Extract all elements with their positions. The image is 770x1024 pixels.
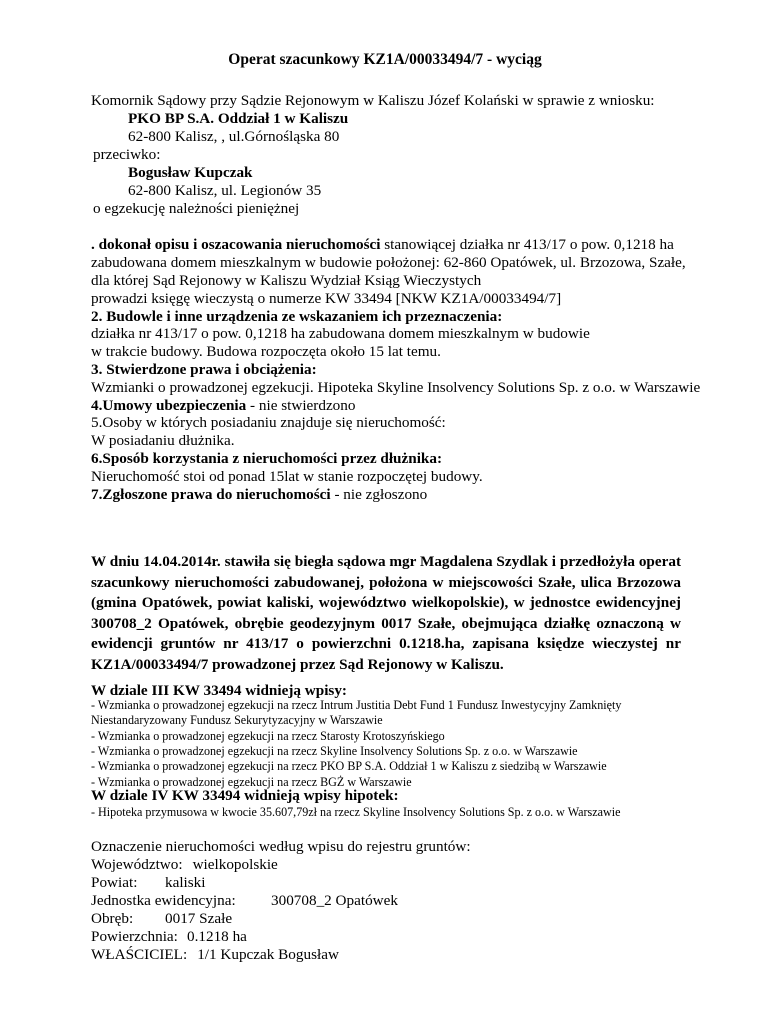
- dzial3-item: Niestandaryzowany Fundusz Sekurytyzacyjny w Warszawie: [91, 713, 383, 727]
- creditor-name: PKO BP S.A. Oddział 1 w Kaliszu: [128, 110, 349, 127]
- obreb-label: Obręb:: [91, 910, 134, 927]
- intro-line: Komornik Sądowy przy Sądzie Rejonowym w Kaliszu Józef Kolański w sprawie z wniosku:: [91, 92, 655, 109]
- dzial3-item: - Wzmianka o prowadzonej egzekucji na rzecz PKO BP S.A. Oddział 1 w Kaliszu z siedzibą w Warszawie: [91, 759, 607, 773]
- section7-text: - nie zgłoszono: [330, 486, 428, 503]
- section6-line1: Nieruchomość stoi od ponad 15lat w stanie rozpoczętej budowy.: [91, 468, 483, 485]
- powierzchnia-value: 0.1218 ha: [187, 928, 247, 945]
- section1-line1: [91, 235, 674, 254]
- section2-line2: w trakcie budowy. Budowa rozpoczęta około 15 lat temu.: [91, 343, 441, 360]
- registry-obreb: [91, 909, 232, 928]
- section4-heading: 4.Umowy ubezpieczenia: [91, 397, 247, 414]
- registry-heading: Oznaczenie nieruchomości według wpisu do rejestru gruntów:: [91, 838, 471, 855]
- section1-line2: zabudowana domem mieszkalnym w budowie położonej: 62-860 Opatówek, ul. Brzozowa, Szałe,: [91, 254, 686, 271]
- dzial3-item: - Wzmianka o prowadzonej egzekucji na rzecz Skyline Insolvency Solutions Sp. z o.o. w Warszawie: [91, 744, 578, 758]
- section6-heading: 6.Sposób korzystania z nieruchomości przez dłużnika:: [91, 450, 443, 467]
- section7-heading: 7.Zgłoszone prawa do nieruchomości: [91, 486, 331, 503]
- powiat-value: kaliski: [165, 874, 206, 891]
- debtor-name: Bogusław Kupczak: [128, 164, 253, 181]
- section1-text: stanowiącej działka nr 413/17 o pow. 0,1218 ha: [380, 236, 674, 253]
- appraisal-paragraph: W dniu 14.04.2014r. stawiła się biegła sądowa mgr Magdalena Szydlak i przedłożyła operat szacunkowy nieruchomości zabudowanej, położona w miejscowości Szałe, ulica Brzozowa (gmina Opatówek, powiat kaliski, województwo wielkopolskie), w jednostce ewidencyjnej 300708_2 Opatówek, obrębie geodezyjnym 0017 Szałe, obejmująca działkę oznaczoną w ewidencji gruntów nr 413/17 o powierzchni 0.1218.ha, zapisana księdze wieczystej nr KZ1A/00033494/7 prowadzonej przez Sąd Rejonowy w Kaliszu.: [91, 553, 681, 673]
- document-title: Operat szacunkowy KZ1A/00033494/7 - wyciąg: [228, 51, 542, 68]
- creditor-address: 62-800 Kalisz, , ul.Górnośląska 80: [128, 128, 340, 145]
- wojewodztwo-value: wielkopolskie: [192, 856, 278, 873]
- section1-heading: . dokonał opisu i oszacowania nieruchomości: [91, 236, 381, 253]
- powiat-label: Powiat:: [91, 874, 138, 891]
- powierzchnia-label: Powierzchnia:: [91, 928, 178, 945]
- section2-heading: 2. Budowle i inne urządzenia ze wskazaniem ich przeznaczenia:: [91, 308, 503, 325]
- section3-heading: 3. Stwierdzone prawa i obciążenia:: [91, 361, 317, 378]
- dzial4-item: - Hipoteka przymusowa w kwocie 35.607,79zł na rzecz Skyline Insolvency Solutions Sp. z o.o. w Warszawie: [91, 805, 621, 819]
- wojewodztwo-label: Województwo:: [91, 856, 183, 873]
- section5-line2: W posiadaniu dłużnika.: [91, 432, 235, 449]
- wlasciciel-value: 1/1 Kupczak Bogusław: [197, 946, 339, 963]
- dzial3-item: - Wzmianka o prowadzonej egzekucji na rzecz BGŻ w Warszawie: [91, 775, 412, 789]
- section1-line3: dla której Sąd Rejonowy w Kaliszu Wydział Ksiąg Wieczystych: [91, 272, 482, 289]
- jednostka-value: 300708_2 Opatówek: [271, 892, 398, 909]
- dzial3-item: - Wzmianka o prowadzonej egzekucji na rzecz Intrum Justitia Debt Fund 1 Fundusz Inwestycyjny Zamknięty: [91, 698, 622, 712]
- section1-line4: prowadzi księgę wieczystą o numerze KW 33494 [NKW KZ1A/00033494/7]: [91, 290, 562, 307]
- section7: [91, 485, 427, 504]
- registry-powiat: [91, 873, 206, 892]
- registry-jednostka: [91, 891, 398, 910]
- dzial3-item: - Wzmianka o prowadzonej egzekucji na rzecz Starosty Krotoszyńskiego: [91, 729, 445, 743]
- obreb-value: 0017 Szałe: [165, 910, 233, 927]
- registry-powierzchnia: [91, 927, 247, 946]
- registry-wlasciciel: [91, 945, 339, 964]
- dzial3-heading: W dziale III KW 33494 widnieją wpisy:: [91, 682, 347, 699]
- wlasciciel-label: WŁAŚCICIEL:: [91, 946, 188, 963]
- jednostka-label: Jednostka ewidencyjna:: [91, 892, 236, 909]
- against-label: przeciwko:: [93, 146, 161, 163]
- section4-text: - nie stwierdzono: [246, 397, 356, 414]
- section5-line1: 5.Osoby w których posiadaniu znajduje się nieruchomość:: [91, 414, 446, 431]
- dzial4-heading: W dziale IV KW 33494 widnieją wpisy hipotek:: [91, 787, 399, 804]
- registry-wojewodztwo: [91, 855, 278, 874]
- purpose: o egzekucję należności pieniężnej: [93, 200, 300, 217]
- section2-line1: działka nr 413/17 o pow. 0,1218 ha zabudowana domem mieszkalnym w budowie: [91, 325, 590, 342]
- section3-line1: Wzmianki o prowadzonej egzekucji. Hipoteka Skyline Insolvency Solutions Sp. z o.o. w Warszawie: [91, 379, 701, 396]
- debtor-address: 62-800 Kalisz, ul. Legionów 35: [128, 182, 322, 199]
